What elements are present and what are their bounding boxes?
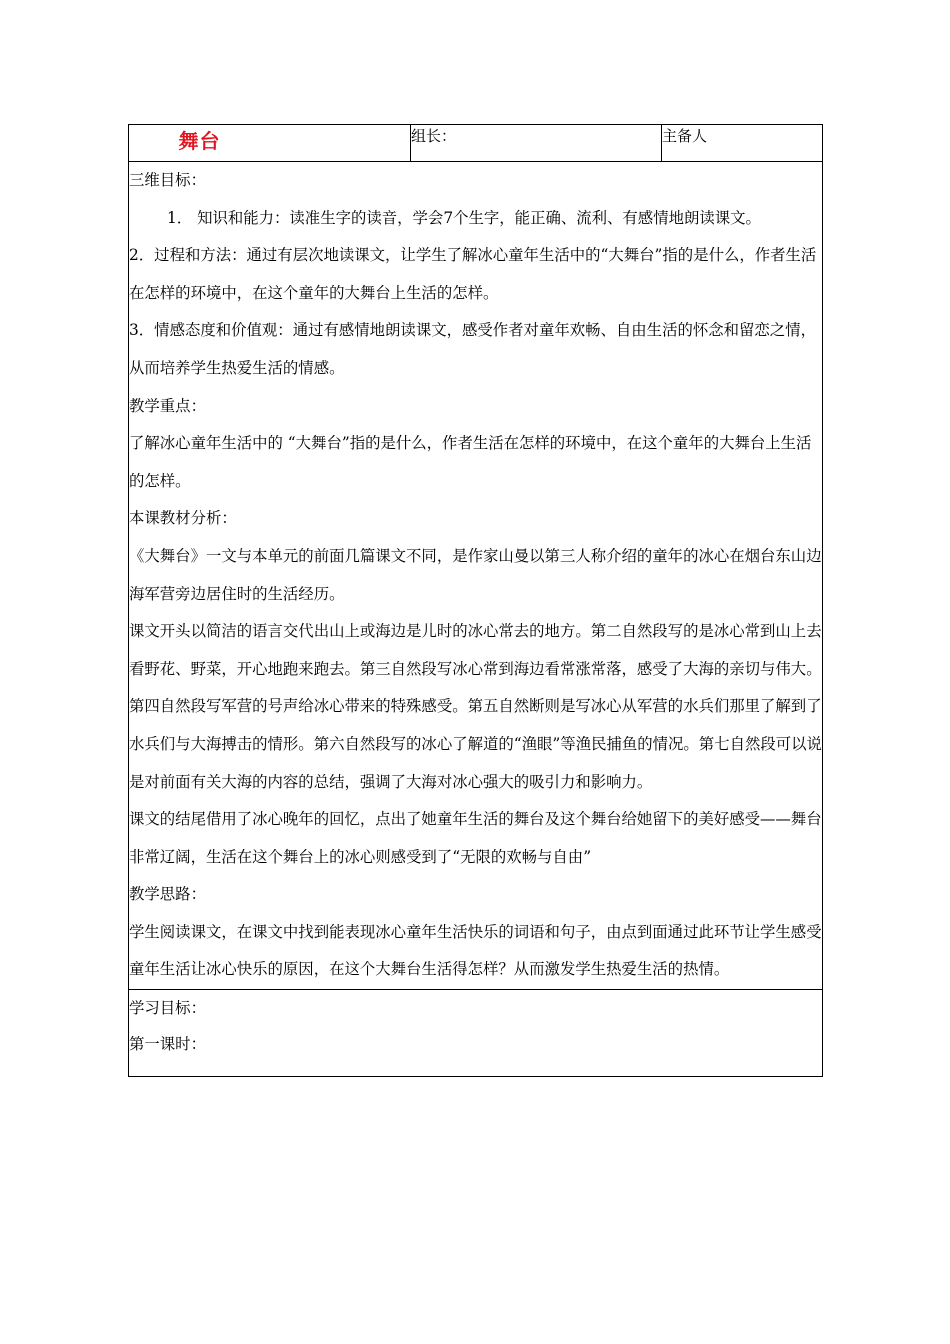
preparer-label: 主备人: [662, 127, 708, 145]
lesson-plan-table: [128, 124, 823, 1077]
group-leader-label: 组长：: [411, 127, 457, 145]
goals-heading: 三维目标：: [129, 171, 206, 189]
lesson-title: 舞台: [178, 129, 221, 153]
header-row: [129, 125, 823, 162]
goal-emotion: 3．情感态度和价值观：通过有感情地朗读课文，感受作者对童年欢畅、自由生活的怀念和留恋之情，从而培养学生热爱生活的情感。: [129, 321, 816, 377]
analysis-paragraph: 课文的结尾借用了冰心晚年的回忆，点出了她童年生活的舞台及这个舞台给她留下的美好感受——舞台非常辽阔，生活在这个舞台上的冰心则感受到了“无限的欢畅与自由”: [129, 810, 822, 866]
learning-goals-heading: 学习目标：: [129, 999, 206, 1018]
preparer-cell: [662, 125, 823, 162]
group-leader-cell: [411, 125, 662, 162]
key-points-text: 了解冰心童年生活中的 “大舞台”指的是什么，作者生活在怎样的环境中，在这个童年的大舞台上生活的怎样。: [129, 434, 812, 490]
analysis-heading: 本课教材分析：: [129, 509, 237, 528]
goal-knowledge: 1． 知识和能力：读准生字的读音，学会7个生字，能正确、流利、有感情地朗读课文。: [167, 208, 761, 227]
learning-row: [129, 990, 823, 1077]
approach-text: 学生阅读课文，在课文中找到能表现冰心童年生活快乐的词语和句子，由点到面通过此环节让学生感受童年生活让冰心快乐的原因，在这个大舞台生活得怎样？从而激发学生热爱生活的热情。: [129, 922, 822, 979]
goal-process: 2．过程和方法：通过有层次地读课文，让学生了解冰心童年生活中的“大舞台”指的是什么，作者生活在怎样的环境中，在这个童年的大舞台上生活的怎样。: [129, 246, 817, 302]
title-cell: [129, 125, 411, 162]
key-points-heading: 教学重点：: [129, 396, 206, 415]
first-lesson-label: 第一课时：: [129, 1035, 206, 1054]
main-content-cell: [129, 162, 823, 990]
analysis-paragraph: 《大舞台》一文与本单元的前面几篇课文不同，是作家山曼以第三人称介绍的童年的冰心在烟台东山边海军营旁边居住时的生活经历。: [129, 546, 822, 603]
approach-heading: 教学思路：: [129, 885, 206, 904]
analysis-paragraph: 课文开头以简洁的语言交代出山上或海边是儿时的冰心常去的地方。第二自然段写的是冰心常到山上去看野花、野菜，开心地跑来跑去。第三自然段写冰心常到海边看常涨常落，感受了大海的亲切与伟大。第四自然段写军营的号声给冰心带来的特殊感受。第五自然断则是写冰心从军营的水兵们那里了解到了水兵们与大海搏击的情形。第六自然段写的冰心了解道的“渔眼”等渔民捕鱼的情况。第七自然段可以说是对前面有关大海的内容的总结，强调了大海对冰心强大的吸引力和影响力。: [129, 622, 822, 791]
learning-goals-cell: [129, 990, 823, 1077]
body-row: [129, 162, 823, 990]
